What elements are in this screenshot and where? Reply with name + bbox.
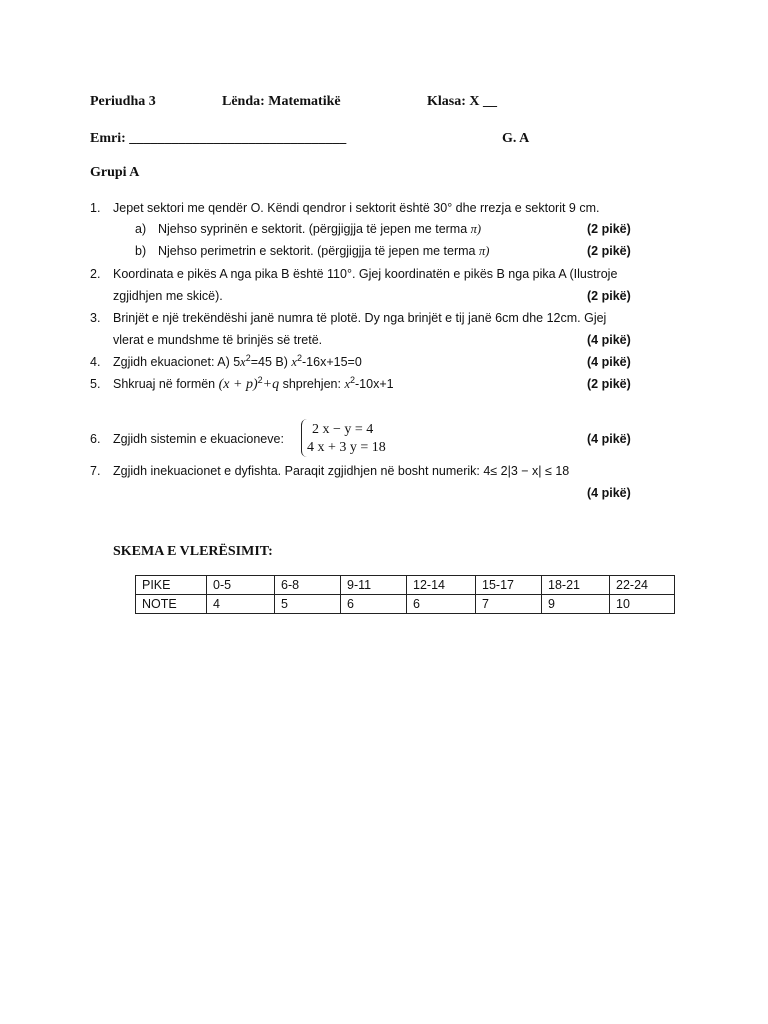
subquestion-text: Njehso syprinën e sektorit. (përgjigjja të jepen me terma π) [158,222,482,236]
name-field-label: Emri: _______________________________ [90,131,347,146]
subquestion-text: Njehso perimetrin e sektorit. (përgjigjja të jepen me terma π) [158,244,490,258]
points-label: (2 pikë) [587,222,631,236]
system-equation-1: 2 x − y = 4 [312,422,374,437]
table-cell: 22-24 [610,576,675,595]
subject-label: Lënda: Matematikë [222,94,341,109]
table-cell: NOTE [136,595,207,614]
question-text: Koordinata e pikës A nga pika B është 110°. Gjej koordinatën e pikës B nga pika A (Ilustroje [113,267,618,281]
question-text: Jepet sektori me qendër O. Këndi qendror i sektorit është 30° dhe rrezja e sektorit 9 cm. [113,201,600,215]
table-cell: 5 [275,595,341,614]
group-code: G. A [502,131,530,146]
question-number: 1. [90,201,101,215]
question-text: Brinjët e një trekëndëshi janë numra të plotë. Dy nga brinjët e tij janë 6cm dhe 12cm. Gjej [113,311,607,325]
question-text-continued: vlerat e mundshme të brinjës së tretë. [113,333,323,347]
table-cell: 4 [207,595,275,614]
class-label: Klasa: X __ [427,94,497,109]
question-text: Zgjidh ekuacionet: A) $5x^2=45$ B) $x^2-16x+15=0$ [113,353,362,369]
table-cell: 9-11 [341,576,407,595]
question-number: 4. [90,355,101,369]
system-equation-2: 4 x + 3 y = 18 [307,440,386,455]
table-cell: 18-21 [542,576,610,595]
table-row [136,595,675,614]
table-cell: PIKE [136,576,207,595]
table-cell: 6 [341,595,407,614]
question-number: 7. [90,464,101,478]
table-cell: 12-14 [407,576,476,595]
points-label: (2 pikë) [587,289,631,303]
grading-table [135,575,675,614]
period-label: Periudha 3 [90,94,156,109]
points-label: (2 pikë) [587,377,631,391]
table-cell: 7 [476,595,542,614]
points-label: (2 pikë) [587,244,631,258]
question-text-continued: zgjidhjen me skicë). [113,289,223,303]
table-row [136,576,675,595]
question-number: 2. [90,267,101,281]
table-cell: 15-17 [476,576,542,595]
group-title: Grupi A [90,165,140,180]
question-number: 5. [90,377,101,391]
question-number: 6. [90,432,101,446]
points-label: (4 pikë) [587,432,631,446]
points-label: (4 pikë) [587,355,631,369]
table-cell: 6 [407,595,476,614]
question-text: Zgjidh sistemin e ekuacioneve: [113,432,284,446]
table-cell: 0-5 [207,576,275,595]
grading-scheme-title: SKEMA E VLERËSIMIT: [113,544,273,559]
question-text: Zgjidh inekuacionet e dyfishta. Paraqit zgjidhjen në bosht numerik: 4≤ 2|3 − x| ≤ 18 [113,464,570,478]
question-number: 3. [90,311,101,325]
points-label: (4 pikë) [587,486,631,500]
table-cell: 6-8 [275,576,341,595]
table-cell: 10 [610,595,675,614]
subquestion-label: b) [135,244,147,258]
points-label: (4 pikë) [587,333,631,347]
subquestion-label: a) [135,222,147,236]
table-cell: 9 [542,595,610,614]
question-text: Shkruaj në formën $(x + p)^2+q$ shprehjen: $x^2-10x+1$ [113,375,394,392]
